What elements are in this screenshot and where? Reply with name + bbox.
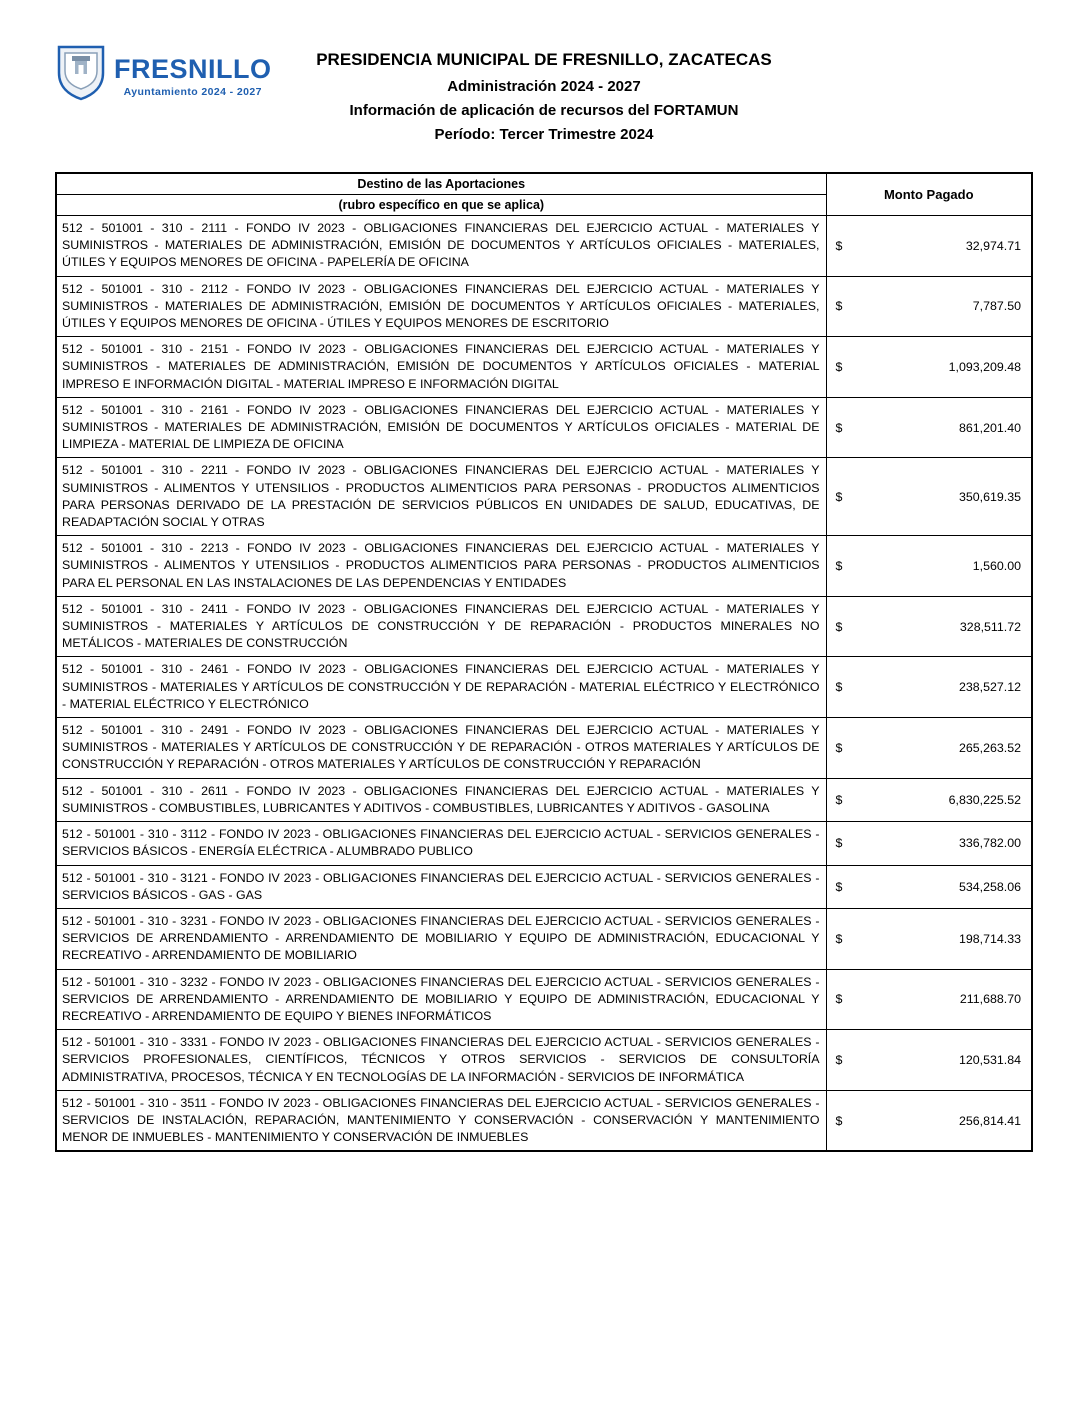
row-description: 512 - 501001 - 310 - 3232 - FONDO IV 2023 - OBLIGACIONES FINANCIERAS DEL EJERCICIO ACTUAL - SERVICIOS GENERALES - SERVICIOS DE ARRENDAMIENTO - ARRENDAMIENTO DE MOBILIARIO Y EQUIPO DE ADMINISTRACIÓN, EDUCACIONAL Y RECREATIVO - ARRENDAMIENTO DE EQUIPO Y BIENES INFORMÁTICOS [56, 969, 826, 1030]
logo-wordmark: FRESNILLO [114, 53, 272, 84]
row-amount: 534,258.06 [958, 879, 1021, 894]
row-amount-cell [826, 1090, 1032, 1151]
amount-inner [827, 1114, 1032, 1128]
row-amount: 120,531.84 [958, 1052, 1021, 1067]
amount-inner [827, 793, 1032, 807]
table-row [56, 596, 1032, 657]
row-description: 512 - 501001 - 310 - 2211 - FONDO IV 2023 - OBLIGACIONES FINANCIERAS DEL EJERCICIO ACTUAL - MATERIALES Y SUMINISTROS - ALIMENTOS Y UTENSILIOS - PRODUCTOS ALIMENTICIOS PARA PERSONAS - PRODUCTOS ALIMENTICIOS PARA PERSONAS DERIVADO DE LA PRESTACIÓN DE SERVICIOS PÚBLICOS EN UNIDADES DE SALUD, EDUCATIVAS, DE READAPTACIÓN SOCIAL Y OTRAS [56, 458, 826, 536]
row-amount: 256,814.41 [958, 1113, 1021, 1128]
row-description: 512 - 501001 - 310 - 3511 - FONDO IV 2023 - OBLIGACIONES FINANCIERAS DEL EJERCICIO ACTUAL - SERVICIOS GENERALES - SERVICIOS DE INSTALACIÓN, REPARACIÓN, MANTENIMIENTO Y CONSERVACIÓN - CONSERVACIÓN Y MANTENIMIENTO MENOR DE INMUEBLES - MANTENIMIENTO Y CONSERVACIÓN DE INMUEBLES [56, 1090, 826, 1151]
currency-symbol: $ [835, 680, 843, 695]
amount-inner [827, 490, 1032, 504]
table-row [56, 397, 1032, 458]
table-row [56, 657, 1032, 718]
logo-text-column [114, 54, 272, 98]
row-description: 512 - 501001 - 310 - 2611 - FONDO IV 2023 - OBLIGACIONES FINANCIERAS DEL EJERCICIO ACTUAL - MATERIALES Y SUMINISTROS - COMBUSTIBLES, LUBRICANTES Y ADITIVOS - COMBUSTIBLES, LUBRICANTES Y ADITIVOS - GASOLINA [56, 778, 826, 821]
row-amount-cell [826, 397, 1032, 458]
row-amount: 1,093,209.48 [948, 360, 1021, 375]
amount-inner [827, 932, 1032, 946]
row-description: 512 - 501001 - 310 - 2491 - FONDO IV 2023 - OBLIGACIONES FINANCIERAS DEL EJERCICIO ACTUAL - MATERIALES Y SUMINISTROS - MATERIALES Y ARTÍCULOS DE CONSTRUCCIÓN Y DE REPARACIÓN - OTROS MATERIALES Y ARTÍCULOS DE CONSTRUCCIÓN Y REPARACIÓN - OTROS MATERIALES Y ARTÍCULOS DE CONSTRUCCIÓN Y REPARACIÓN [56, 718, 826, 779]
row-description: 512 - 501001 - 310 - 3231 - FONDO IV 2023 - OBLIGACIONES FINANCIERAS DEL EJERCICIO ACTUAL - SERVICIOS GENERALES - SERVICIOS DE ARRENDAMIENTO - ARRENDAMIENTO DE MOBILIARIO Y EQUIPO DE ADMINISTRACIÓN, EDUCACIONAL Y RECREATIVO - ARRENDAMIENTO DE MOBILIARIO [56, 908, 826, 969]
amount-inner [827, 559, 1032, 573]
currency-symbol: $ [835, 836, 843, 851]
currency-symbol: $ [835, 299, 843, 314]
currency-symbol: $ [835, 559, 843, 574]
currency-symbol: $ [835, 238, 843, 253]
table-row [56, 276, 1032, 337]
amount-inner [827, 836, 1032, 850]
table-row [56, 1030, 1032, 1091]
table-row [56, 718, 1032, 779]
row-amount-cell [826, 822, 1032, 865]
column-header-monto-pagado: Monto Pagado [826, 173, 1032, 216]
table-row [56, 969, 1032, 1030]
row-amount-cell [826, 908, 1032, 969]
row-amount-cell [826, 596, 1032, 657]
amount-inner [827, 299, 1032, 313]
row-description: 512 - 501001 - 310 - 2151 - FONDO IV 2023 - OBLIGACIONES FINANCIERAS DEL EJERCICIO ACTUAL - MATERIALES Y SUMINISTROS - MATERIALES DE ADMINISTRACIÓN, EMISIÓN DE DOCUMENTOS Y ARTÍCULOS OFICIALES - MATERIAL IMPRESO E INFORMACIÓN DIGITAL - MATERIAL IMPRESO E INFORMACIÓN DIGITAL [56, 337, 826, 398]
currency-symbol: $ [835, 360, 843, 375]
header-row-1 [56, 173, 1032, 195]
table-body [56, 216, 1032, 1152]
currency-symbol: $ [835, 740, 843, 755]
amount-inner [827, 421, 1032, 435]
row-amount-cell [826, 276, 1032, 337]
row-amount-cell [826, 1030, 1032, 1091]
row-description: 512 - 501001 - 310 - 2411 - FONDO IV 2023 - OBLIGACIONES FINANCIERAS DEL EJERCICIO ACTUAL - MATERIALES Y SUMINISTROS - MATERIALES Y ARTÍCULOS DE CONSTRUCCIÓN Y DE REPARACIÓN - PRODUCTOS MINERALES NO METÁLICOS - MATERIALES DE CONSTRUCCIÓN [56, 596, 826, 657]
amount-inner [827, 992, 1032, 1006]
row-amount: 6,830,225.52 [948, 792, 1021, 807]
row-amount-cell [826, 657, 1032, 718]
main-title: PRESIDENCIA MUNICIPAL DE FRESNILLO, ZACATECAS [316, 50, 772, 69]
row-amount: 350,619.35 [958, 489, 1021, 504]
row-description: 512 - 501001 - 310 - 3331 - FONDO IV 2023 - OBLIGACIONES FINANCIERAS DEL EJERCICIO ACTUAL - SERVICIOS GENERALES - SERVICIOS PROFESIONALES, CIENTÍFICOS, TÉCNICOS Y OTROS SERVICIOS - SERVICIOS DE CONSULTORÍA ADMINISTRATIVA, PROCESOS, TÉCNICA Y EN TECNOLOGÍAS DE LA INFORMACIÓN - SERVICIOS DE INFORMÁTICA [56, 1030, 826, 1091]
table-head [56, 173, 1032, 216]
report-period: Período: Tercer Trimestre 2024 [434, 126, 654, 143]
currency-symbol: $ [835, 879, 843, 894]
row-description: 512 - 501001 - 310 - 2112 - FONDO IV 2023 - OBLIGACIONES FINANCIERAS DEL EJERCICIO ACTUAL - MATERIALES Y SUMINISTROS - MATERIALES DE ADMINISTRACIÓN, EMISIÓN DE DOCUMENTOS Y ARTÍCULOS OFICIALES - MATERIALES, ÚTILES Y EQUIPOS MENORES DE OFICINA - ÚTILES Y EQUIPOS MENORES DE ESCRITORIO [56, 276, 826, 337]
amount-inner [827, 741, 1032, 755]
row-amount: 238,527.12 [958, 680, 1021, 695]
table-row [56, 337, 1032, 398]
table-row [56, 908, 1032, 969]
fresnillo-logo [55, 44, 280, 107]
row-amount: 211,688.70 [959, 992, 1021, 1007]
table-row [56, 865, 1032, 908]
row-description: 512 - 501001 - 310 - 3121 - FONDO IV 2023 - OBLIGACIONES FINANCIERAS DEL EJERCICIO ACTUAL - SERVICIOS GENERALES - SERVICIOS BÁSICOS - GAS - GAS [56, 865, 826, 908]
report-subject: Información de aplicación de recursos del FORTAMUN [349, 102, 739, 119]
amount-inner [827, 880, 1032, 894]
row-amount: 861,201.40 [958, 420, 1021, 435]
amount-inner [827, 360, 1032, 374]
row-amount-cell [826, 458, 1032, 536]
currency-symbol: $ [835, 619, 843, 634]
amount-inner [827, 680, 1032, 694]
row-amount: 1,560.00 [972, 559, 1021, 574]
currency-symbol: $ [835, 1113, 843, 1128]
table-row [56, 1090, 1032, 1151]
row-description: 512 - 501001 - 310 - 2461 - FONDO IV 2023 - OBLIGACIONES FINANCIERAS DEL EJERCICIO ACTUAL - MATERIALES Y SUMINISTROS - MATERIALES Y ARTÍCULOS DE CONSTRUCCIÓN Y DE REPARACIÓN - MATERIAL ELÉCTRICO Y ELECTRÓNICO - MATERIAL ELÉCTRICO Y ELECTRÓNICO [56, 657, 826, 718]
table-row [56, 458, 1032, 536]
row-amount: 265,263.52 [958, 740, 1021, 755]
row-amount: 198,714.33 [958, 931, 1021, 946]
table-row [56, 778, 1032, 821]
table-row [56, 216, 1032, 277]
row-amount-cell [826, 718, 1032, 779]
row-amount: 32,974.71 [965, 238, 1021, 253]
row-amount-cell [826, 337, 1032, 398]
table-row [56, 536, 1032, 597]
table-row [56, 822, 1032, 865]
currency-symbol: $ [835, 992, 843, 1007]
row-amount-cell [826, 969, 1032, 1030]
row-amount: 336,782.00 [958, 836, 1021, 851]
row-description: 512 - 501001 - 310 - 2111 - FONDO IV 2023 - OBLIGACIONES FINANCIERAS DEL EJERCICIO ACTUAL - MATERIALES Y SUMINISTROS - MATERIALES DE ADMINISTRACIÓN, EMISIÓN DE DOCUMENTOS Y ARTÍCULOS OFICIALES - MATERIALES, ÚTILES Y EQUIPOS MENORES DE OFICINA - PAPELERÍA DE OFICINA [56, 216, 826, 277]
currency-symbol: $ [835, 489, 843, 504]
column-header-destino-line2: (rubro específico en que se aplica) [56, 195, 826, 216]
administration-period: Administración 2024 - 2027 [447, 78, 641, 95]
amount-inner [827, 239, 1032, 253]
column-header-destino-line1: Destino de las Aportaciones [56, 173, 826, 195]
currency-symbol: $ [835, 420, 843, 435]
row-amount-cell [826, 865, 1032, 908]
row-amount-cell [826, 778, 1032, 821]
row-amount-cell [826, 536, 1032, 597]
row-amount-cell [826, 216, 1032, 277]
row-amount: 328,511.72 [959, 619, 1021, 634]
fortamun-report-table [55, 172, 1033, 1152]
municipal-crest-icon [55, 44, 107, 107]
logo-subtitle: Ayuntamiento 2024 - 2027 [123, 85, 262, 98]
document-header [55, 36, 1033, 158]
currency-symbol: $ [835, 792, 843, 807]
row-amount: 7,787.50 [972, 299, 1021, 314]
currency-symbol: $ [835, 1052, 843, 1067]
row-description: 512 - 501001 - 310 - 2161 - FONDO IV 2023 - OBLIGACIONES FINANCIERAS DEL EJERCICIO ACTUAL - MATERIALES Y SUMINISTROS - MATERIALES DE ADMINISTRACIÓN, EMISIÓN DE DOCUMENTOS Y ARTÍCULOS OFICIALES - MATERIAL DE LIMPIEZA - MATERIAL DE LIMPIEZA DE OFICINA [56, 397, 826, 458]
currency-symbol: $ [835, 931, 843, 946]
row-description: 512 - 501001 - 310 - 2213 - FONDO IV 2023 - OBLIGACIONES FINANCIERAS DEL EJERCICIO ACTUAL - MATERIALES Y SUMINISTROS - ALIMENTOS Y UTENSILIOS - PRODUCTOS ALIMENTICIOS PARA PERSONAS - PRODUCTOS ALIMENTICIOS PARA EL PERSONAL EN LAS INSTALACIONES DE LAS DEPENDENCIAS Y ENTIDADES [56, 536, 826, 597]
amount-inner [827, 620, 1032, 634]
row-description: 512 - 501001 - 310 - 3112 - FONDO IV 2023 - OBLIGACIONES FINANCIERAS DEL EJERCICIO ACTUAL - SERVICIOS GENERALES - SERVICIOS BÁSICOS - ENERGÍA ELÉCTRICA - ALUMBRADO PUBLICO [56, 822, 826, 865]
amount-inner [827, 1053, 1032, 1067]
